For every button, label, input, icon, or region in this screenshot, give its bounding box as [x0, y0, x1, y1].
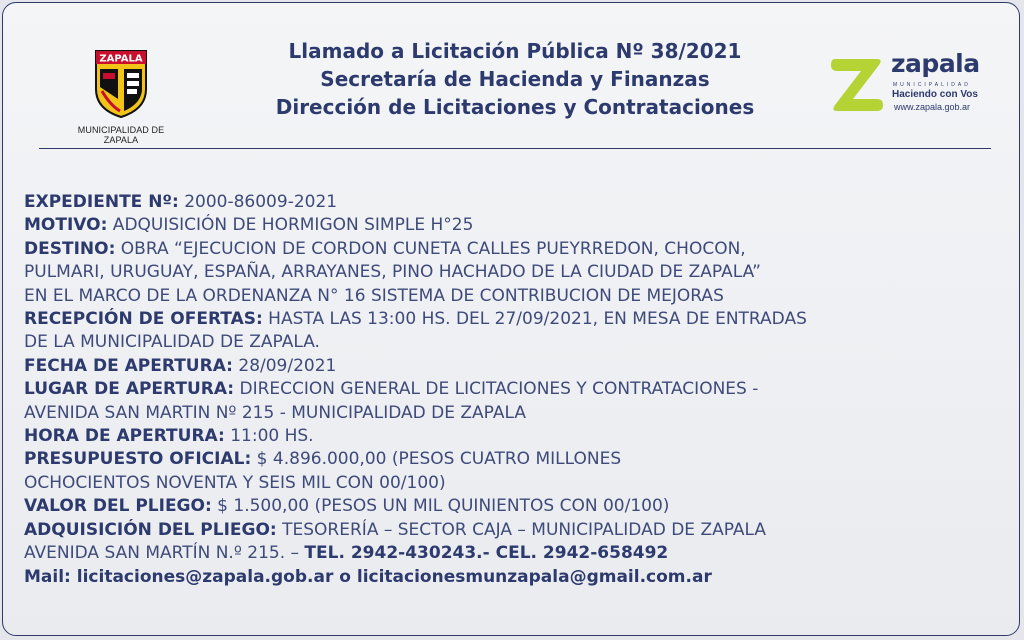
- recepcion-label: RECEPCIÓN DE OFERTAS:: [24, 309, 263, 330]
- destino-row: [24, 238, 1014, 261]
- expediente-label: EXPEDIENTE Nº:: [24, 192, 179, 212]
- destino-line-2: PULMARI, URUGUAY, ESPAÑA, ARRAYANES, PINO HACHADO DE LA CIUDAD DE ZAPALA”: [24, 262, 761, 283]
- hora-row: [24, 425, 1014, 448]
- valor-value: $ 1.500,00 (PESOS UN MIL QUINIENTOS CON 00/100): [211, 496, 670, 517]
- zapala-brand-logo: [829, 49, 999, 119]
- adquisicion-line-1: TESORERÍA – SECTOR CAJA – MUNICIPALIDAD DE ZAPALA: [276, 519, 766, 540]
- header-titles: [203, 37, 827, 121]
- hora-label: HORA DE APERTURA:: [24, 426, 225, 447]
- valor-row: [24, 495, 1014, 518]
- mail-row: [24, 566, 1014, 589]
- presupuesto-label: PRESUPUESTO OFICIAL:: [24, 449, 252, 470]
- header-line-3: Dirección de Licitaciones y Contrataciones: [275, 95, 755, 119]
- header-line-1: Llamado a Licitación Pública Nº 38/2021: [288, 39, 742, 63]
- lugar-line-2: AVENIDA SAN MARTIN Nº 215 - MUNICIPALIDAD DE ZAPALA: [24, 402, 526, 423]
- fecha-label: FECHA DE APERTURA:: [24, 355, 233, 376]
- fecha-row: [24, 355, 1014, 378]
- recepcion-row: [24, 308, 1014, 331]
- mail-line: Mail: licitaciones@zapala.gob.ar o licitacionesmunzapala@gmail.com.ar: [24, 566, 712, 587]
- recepcion-line-1: HASTA LAS 13:00 HS. DEL 27/09/2021, EN MESA DE ENTRADAS: [262, 309, 807, 330]
- municipal-shield-logo: [61, 49, 181, 145]
- fecha-value: 28/09/2021: [232, 355, 337, 376]
- destino-line-1: OBRA “EJECUCION DE CORDON CUNETA CALLES PUEYRREDON, CHOCON,: [115, 238, 746, 259]
- motivo-value: ADQUISICIÓN DE HORMIGON SIMPLE H°25: [107, 215, 474, 236]
- shield-banner-text: ZAPALA: [99, 53, 143, 65]
- presupuesto-row: [24, 448, 1014, 471]
- destino-label: DESTINO:: [24, 238, 116, 259]
- recepcion-line-2: DE LA MUNICIPALIDAD DE ZAPALA.: [24, 332, 320, 353]
- adquisicion-line-2-row: [24, 542, 1014, 565]
- expediente-row: [24, 191, 1014, 214]
- adquisicion-label: ADQUISICIÓN DEL PLIEGO:: [24, 519, 277, 540]
- zapala-subtitle: MUNICIPALIDAD: [893, 82, 971, 88]
- zapala-website: www.zapala.gob.ar: [894, 102, 971, 112]
- z-mark-icon: [829, 55, 885, 113]
- municipal-caption: MUNICIPALIDAD DE ZAPALA: [77, 125, 165, 145]
- adquisicion-line-2: AVENIDA SAN MARTÍN N.º 215. –: [24, 543, 305, 564]
- motivo-row: [24, 214, 1014, 237]
- valor-label: VALOR DEL PLIEGO:: [24, 496, 212, 517]
- presupuesto-line-2: OCHOCIENTOS NOVENTA Y SEIS MIL CON 00/100): [24, 472, 446, 493]
- presupuesto-line-1: $ 4.896.000,00 (PESOS CUATRO MILLONES: [251, 449, 622, 470]
- destino-line-3: EN EL MARCO DE LA ORDENANZA N° 16 SISTEMA DE CONTRIBUCION DE MEJORAS: [24, 285, 724, 306]
- phone-numbers: TEL. 2942-430243.- CEL. 2942-658492: [304, 543, 669, 564]
- header-divider: [39, 148, 991, 149]
- notice-body: [24, 191, 1014, 589]
- zapala-wordmark: zapala: [891, 49, 980, 78]
- shield-icon: [94, 49, 148, 119]
- motivo-label: MOTIVO:: [24, 215, 108, 236]
- lugar-line-1: DIRECCION GENERAL DE LICITACIONES Y CONTRATACIONES -: [234, 379, 759, 400]
- zapala-slogan: Haciendo con Vos: [892, 89, 978, 100]
- hora-value: 11:00 HS.: [224, 426, 314, 447]
- header-line-2: Secretaría de Hacienda y Finanzas: [320, 67, 710, 91]
- expediente-value: 2000-86009-2021: [178, 192, 338, 212]
- adquisicion-row: [24, 519, 1014, 542]
- lugar-row: [24, 378, 1014, 401]
- lugar-label: LUGAR DE APERTURA:: [24, 379, 235, 400]
